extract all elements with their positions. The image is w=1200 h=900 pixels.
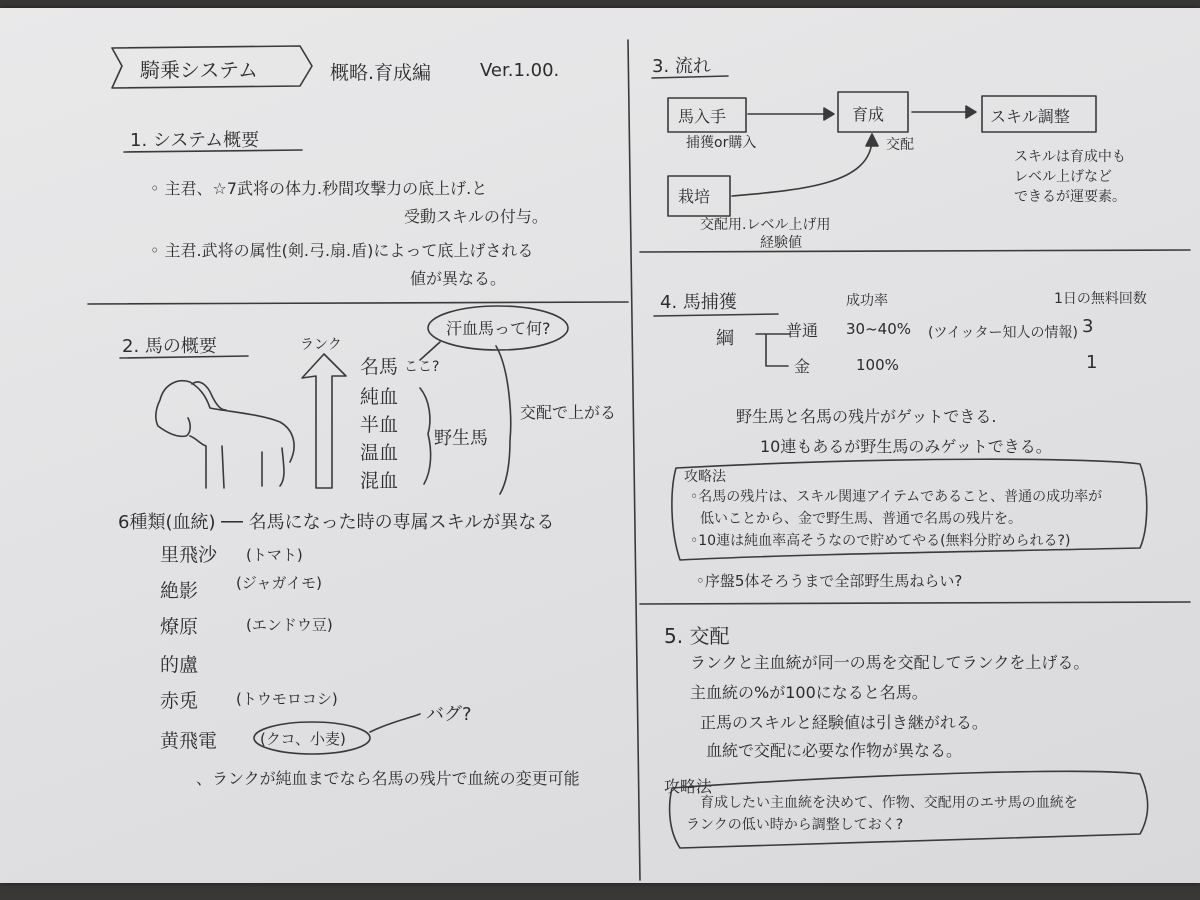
grow-note-1: 交配用.レベル上げ用 <box>700 217 831 233</box>
box-acquire-label: 馬入手 <box>678 107 727 126</box>
breeding-up-label: 交配で上がる <box>520 403 617 422</box>
skill-note-1: スキルは育成中も <box>1014 149 1126 165</box>
sec1-bullet1-line2: 受動スキルの付与。 <box>404 207 548 226</box>
acquire-note: 捕獲or購入 <box>686 135 757 151</box>
breed-note: (クコ、小麦) <box>260 730 346 748</box>
row-rate: 30~40% <box>846 320 911 338</box>
breeding-label: 交配 <box>886 137 914 153</box>
page-subtitle: 概略.育成編 <box>330 62 432 84</box>
rank-onketsu: 温血 <box>360 442 399 464</box>
row-type: 普通 <box>786 321 819 340</box>
row-type: 金 <box>794 357 811 376</box>
row-note: (ツイッター知人の情報) <box>928 325 1078 341</box>
sec4-strategy1: ◦名馬の残片は、スキル関連アイテムであること、普通の成功率が <box>690 489 1103 505</box>
net-label: 綱 <box>716 328 734 349</box>
sec3-heading: 3. 流れ <box>652 56 711 77</box>
breed-note: (トウモロコシ) <box>236 690 338 708</box>
col-free: 1日の無料回数 <box>1054 291 1147 307</box>
sec5-strategy-title: 攻略法 <box>664 777 713 796</box>
box-skill-label: スキル調整 <box>990 107 1070 126</box>
sec4-line1: 野生馬と名馬の残片がゲットできる. <box>736 407 997 426</box>
skill-note-2: レベル上げなど <box>1014 169 1112 185</box>
rank-meiba: 名馬 <box>360 356 399 378</box>
bug-label: バグ? <box>426 704 472 725</box>
sec4-heading: 4. 馬捕獲 <box>660 292 737 313</box>
sec5-heading: 5. 交配 <box>664 624 730 648</box>
box-grow-label: 栽培 <box>678 187 711 206</box>
row-free: 1 <box>1086 352 1098 373</box>
rank-koko: ここ? <box>404 359 440 375</box>
breed-name: 燎原 <box>160 616 199 638</box>
grow-note-2: 経験値 <box>760 235 802 251</box>
sec1-bullet1-line1: ◦ 主君、☆7武将の体力.秒間攻撃力の底上げ.と <box>150 179 488 198</box>
breed-note: (トマト) <box>246 546 303 564</box>
bubble-text: 汗血馬って何? <box>446 319 551 338</box>
rank-label: ランク <box>300 337 342 353</box>
rank-hanketsu: 半血 <box>360 414 399 436</box>
sec5-line2: 主血統の%が100になると名馬。 <box>690 683 928 702</box>
wild-horse-label: 野生馬 <box>434 428 488 449</box>
types-line: 6種類(血統) ── 名馬になった時の専属スキルが異なる <box>118 512 555 533</box>
breed-note: (エンドウ豆) <box>246 616 333 634</box>
row-free: 3 <box>1082 316 1094 337</box>
breed-note: (ジャガイモ) <box>236 574 322 592</box>
sec2-footer: 、ランクが純血までなら名馬の残片で血統の変更可能 <box>196 769 580 788</box>
rank-konketsu: 混血 <box>360 470 399 492</box>
sec2-heading: 2. 馬の概要 <box>122 336 217 357</box>
sec5-line4: 血統で交配に必要な作物が異なる。 <box>706 741 963 760</box>
rank-junketsu: 純血 <box>360 386 399 408</box>
sec4-line2: 10連もあるが野生馬のみゲットできる。 <box>760 437 1052 456</box>
col-rate: 成功率 <box>846 293 888 309</box>
sec4-strategy2: 低いことから、金で野生馬、普通で名馬の残片を。 <box>700 511 1022 527</box>
breed-name: 里飛沙 <box>160 544 218 566</box>
sec5-strategy1: 育成したい主血統を決めて、作物、交配用のエサ馬の血統を <box>700 795 1078 811</box>
box-breed-label: 育成 <box>852 105 885 124</box>
sec5-line3: 正馬のスキルと経験値は引き継がれる。 <box>700 713 988 732</box>
page-title: 騎乗システム <box>140 58 258 82</box>
breed-name: 的盧 <box>160 654 199 676</box>
sec4-strategy3: ◦10連は純血率高そうなので貯めてやる(無料分貯められる?) <box>690 533 1071 549</box>
breed-name: 黄飛電 <box>160 730 218 752</box>
sec1-bullet2-line1: ◦ 主君.武将の属性(剣.弓.扇.盾)によって底上げされる <box>150 241 534 260</box>
row-rate: 100% <box>856 356 899 374</box>
sec5-strategy2: ランクの低い時から調整しておく? <box>686 817 904 833</box>
breed-name: 絶影 <box>160 580 199 602</box>
skill-note-3: できるが運要素。 <box>1014 189 1126 205</box>
sec5-line1: ランクと主血統が同一の馬を交配してランクを上げる。 <box>690 653 1090 672</box>
sec1-heading: 1. システム概要 <box>130 130 260 151</box>
version-label: Ver.1.00. <box>480 60 560 81</box>
sec4-strategy-title: 攻略法 <box>684 469 726 485</box>
sec4-after: ◦序盤5体そろうまで全部野生馬ねらい? <box>696 572 963 590</box>
sec1-bullet2-line2: 値が異なる。 <box>410 269 507 288</box>
breed-name: 赤兎 <box>160 690 199 712</box>
